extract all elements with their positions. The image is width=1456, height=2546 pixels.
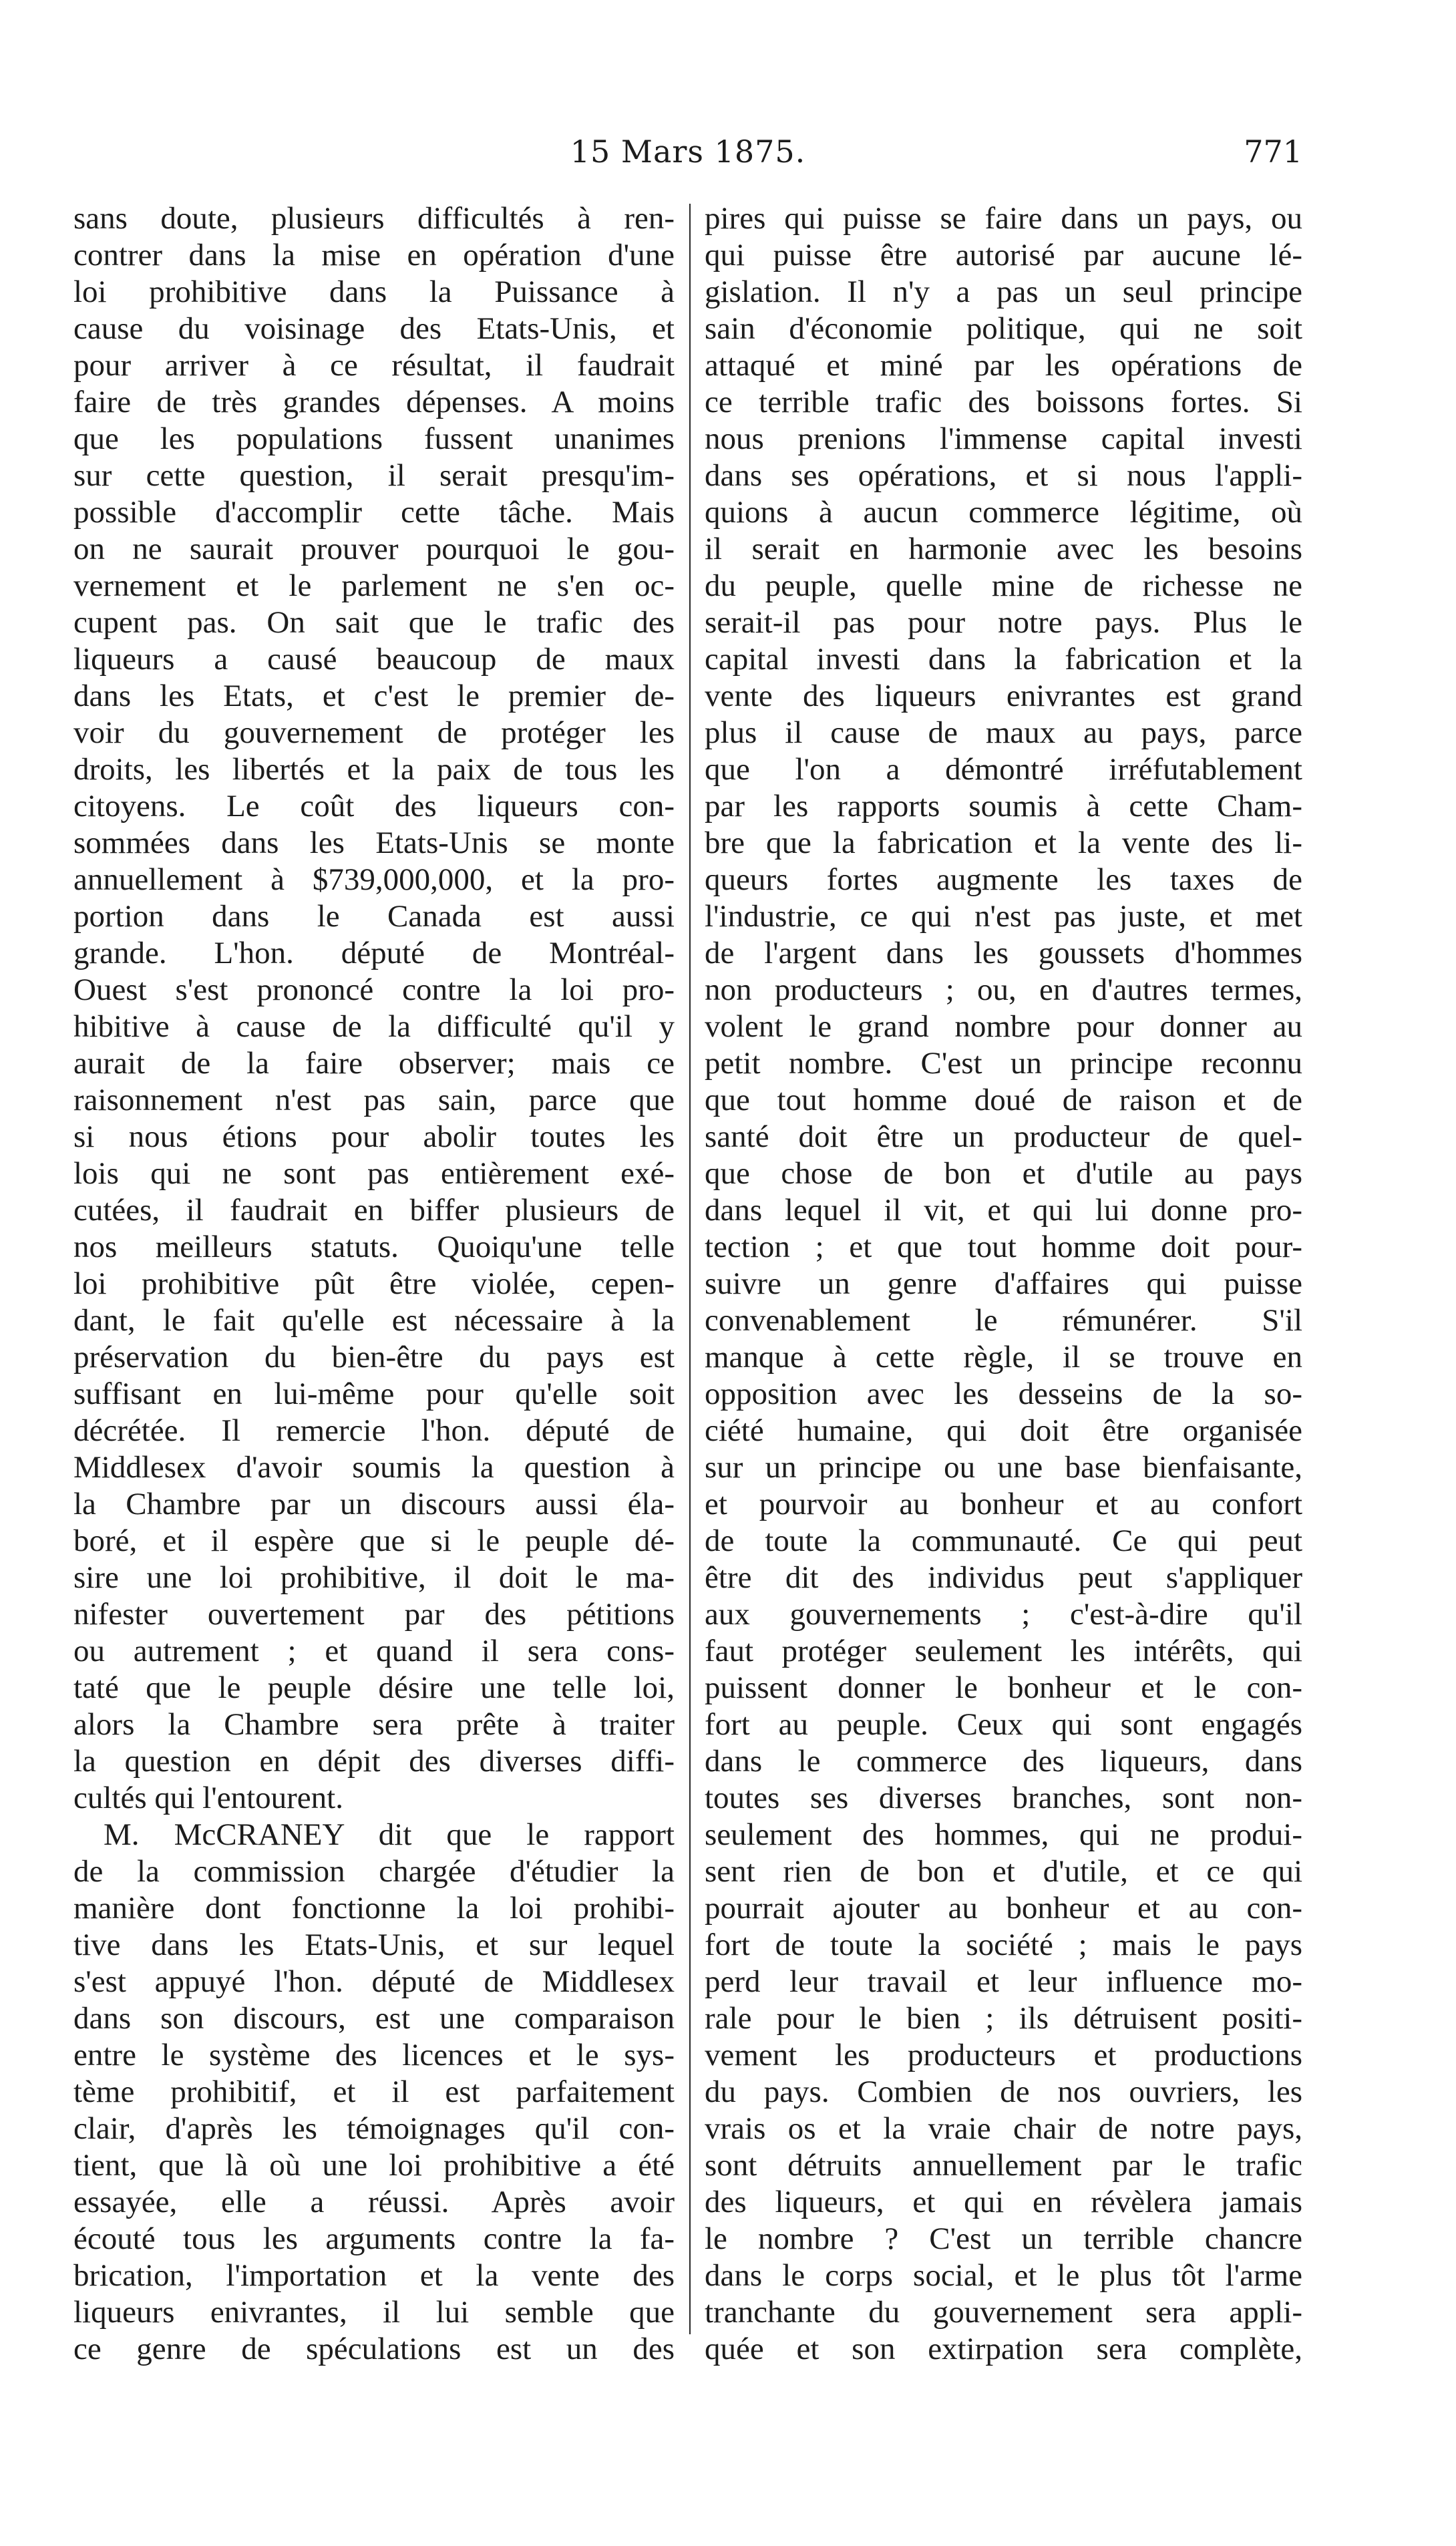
text-line: dans ses opérations, et si nous l'appli-: [705, 458, 1302, 493]
text-line: seulement des hommes, qui ne produi-: [705, 1817, 1302, 1852]
text-line: Ouest s'est prononcé contre la loi pro-: [73, 972, 675, 1007]
text-line: volent le grand nombre pour donner au: [705, 1009, 1302, 1044]
text-line: dans les Etats, et c'est le premier de-: [73, 679, 675, 713]
text-line: vrais os et la vraie chair de notre pays,: [705, 2111, 1302, 2146]
text-line: du peuple, quelle mine de richesse ne: [705, 568, 1302, 603]
text-line: alors la Chambre sera prête à traiter: [73, 1707, 675, 1742]
text-line: sain d'économie politique, qui ne soit: [705, 311, 1302, 346]
text-line: citoyens. Le coût des liqueurs con-: [73, 789, 675, 824]
text-line: manque à cette règle, il se trouve en: [705, 1340, 1302, 1375]
text-line: voir du gouvernement de protéger les: [73, 715, 675, 750]
text-line: aurait de la faire observer; mais ce: [73, 1046, 675, 1081]
text-line: vernement et le parlement ne s'en oc-: [73, 568, 675, 603]
text-line: tection ; et que tout homme doit pour-: [705, 1230, 1302, 1264]
text-line: nous prenions l'immense capital investi: [705, 421, 1302, 456]
text-line: opposition avec les desseins de la so-: [705, 1377, 1302, 1411]
text-line: boré, et il espère que si le peuple dé-: [73, 1523, 675, 1558]
text-line: attaqué et miné par les opérations de: [705, 348, 1302, 383]
text-line: cause du voisinage des Etats-Unis, et: [73, 311, 675, 346]
text-line: pour arriver à ce résultat, il faudrait: [73, 348, 675, 383]
text-line: dans le commerce des liqueurs, dans: [705, 1744, 1302, 1779]
text-line: faire de très grandes dépenses. A moins: [73, 385, 675, 419]
text-line: de la commission chargée d'étudier la: [73, 1854, 675, 1889]
text-line: vement les producteurs et productions: [705, 2038, 1302, 2072]
text-line: sur un principe ou une base bienfaisante,: [705, 1450, 1302, 1485]
text-line: Middlesex d'avoir soumis la question à: [73, 1450, 675, 1485]
text-line: tive dans les Etats-Unis, et sur lequel: [73, 1928, 675, 1962]
text-line: la question en dépit des diverses diffi-: [73, 1744, 675, 1779]
text-line: tème prohibitif, et il est parfaitement: [73, 2074, 675, 2109]
text-line: quée et son extirpation sera complète,: [705, 2332, 1302, 2366]
text-line: ce terrible trafic des boissons fortes. Si: [705, 385, 1302, 419]
text-line: dant, le fait qu'elle est nécessaire à la: [73, 1303, 675, 1338]
text-line: aux gouvernements ; c'est-à-dire qu'il: [705, 1597, 1302, 1632]
text-line: liqueurs enivrantes, il lui semble que: [73, 2295, 675, 2330]
text-line: petit nombre. C'est un principe reconnu: [705, 1046, 1302, 1081]
text-line: gislation. Il n'y a pas un seul principe: [705, 275, 1302, 309]
text-line: lois qui ne sont pas entièrement exé-: [73, 1156, 675, 1191]
text-line: nos meilleurs statuts. Quoiqu'une telle: [73, 1230, 675, 1264]
text-line: plus il cause de maux au pays, parce: [705, 715, 1302, 750]
text-line: dans le corps social, et le plus tôt l'arme: [705, 2258, 1302, 2293]
text-line: si nous étions pour abolir toutes les: [73, 1119, 675, 1154]
text-line: capital investi dans la fabrication et la: [705, 642, 1302, 677]
text-line: s'est appuyé l'hon. député de Middlesex: [73, 1964, 675, 1999]
text-line: on ne saurait prouver pourquoi le gou-: [73, 532, 675, 566]
page-date: 15 Mars 1875.: [570, 134, 806, 170]
text-line: brication, l'importation et la vente des: [73, 2258, 675, 2293]
text-line: toutes ses diverses branches, sont non-: [705, 1781, 1302, 1815]
text-line: grande. L'hon. député de Montréal-: [73, 936, 675, 970]
text-line: que l'on a démontré irréfutablement: [705, 752, 1302, 787]
text-line: le nombre ? C'est un terrible chancre: [705, 2221, 1302, 2256]
text-line: et pourvoir au bonheur et au confort: [705, 1487, 1302, 1521]
text-line: sans doute, plusieurs difficultés à ren-: [73, 201, 675, 236]
text-line: il serait en harmonie avec les besoins: [705, 532, 1302, 566]
text-line: l'industrie, ce qui n'est pas juste, et met: [705, 899, 1302, 934]
text-line: par les rapports soumis à cette Cham-: [705, 789, 1302, 824]
text-line: que tout homme doué de raison et de: [705, 1083, 1302, 1117]
text-line: raisonnement n'est pas sain, parce que: [73, 1083, 675, 1117]
text-line: bre que la fabrication et la vente des li-: [705, 826, 1302, 860]
text-line: queurs fortes augmente les taxes de: [705, 862, 1302, 897]
text-line: fort au peuple. Ceux qui sont engagés: [705, 1707, 1302, 1742]
text-line: sur cette question, il serait presqu'im-: [73, 458, 675, 493]
text-line: manière dont fonctionne la loi prohibi-: [73, 1891, 675, 1926]
text-line: taté que le peuple désire une telle loi,: [73, 1670, 675, 1705]
text-line: fort de toute la société ; mais le pays: [705, 1928, 1302, 1962]
text-line: suffisant en lui-même pour qu'elle soit: [73, 1377, 675, 1411]
text-line: nifester ouvertement par des pétitions: [73, 1597, 675, 1632]
text-line: que chose de bon et d'utile au pays: [705, 1156, 1302, 1191]
text-line: suivre un genre d'affaires qui puisse: [705, 1266, 1302, 1301]
text-line: hibitive à cause de la difficulté qu'il y: [73, 1009, 675, 1044]
text-line: tranchante du gouvernement sera appli-: [705, 2295, 1302, 2330]
text-line: serait-il pas pour notre pays. Plus le: [705, 605, 1302, 640]
text-line: pires qui puisse se faire dans un pays, ou: [705, 201, 1302, 236]
text-line: santé doit être un producteur de quel-: [705, 1119, 1302, 1154]
text-line: clair, d'après les témoignages qu'il con-: [73, 2111, 675, 2146]
text-line: M. McCRANEY dit que le rapport: [104, 1817, 675, 1852]
text-line: quions à aucun commerce légitime, où: [705, 495, 1302, 530]
text-line: droits, les libertés et la paix de tous les: [73, 752, 675, 787]
left-column: [73, 200, 675, 2368]
text-line: ciété humaine, qui doit être organisée: [705, 1413, 1302, 1448]
page-header: [73, 134, 1302, 174]
text-line: décrétée. Il remercie l'hon. député de: [73, 1413, 675, 1448]
text-line: des liqueurs, et qui en révèlera jamais: [705, 2185, 1302, 2219]
text-line: de toute la communauté. Ce qui peut: [705, 1523, 1302, 1558]
text-line: puissent donner le bonheur et le con-: [705, 1670, 1302, 1705]
text-line: ce genre de spéculations est un des: [73, 2332, 675, 2366]
text-line: sommées dans les Etats-Unis se monte: [73, 826, 675, 860]
text-line: annuellement à $739,000,000, et la pro-: [73, 862, 675, 897]
text-line: cupent pas. On sait que le trafic des: [73, 605, 675, 640]
text-line: de l'argent dans les goussets d'hommes: [705, 936, 1302, 970]
text-line: entre le système des licences et le sys-: [73, 2038, 675, 2072]
text-line: dans lequel il vit, et qui lui donne pro-: [705, 1193, 1302, 1228]
text-line: cultés qui l'entourent.: [73, 1781, 343, 1815]
text-line: écouté tous les arguments contre la fa-: [73, 2221, 675, 2256]
text-line: être dit des individus peut s'appliquer: [705, 1560, 1302, 1595]
text-line: sont détruits annuellement par le trafic: [705, 2148, 1302, 2183]
text-line: loi prohibitive pût être violée, cepen-: [73, 1266, 675, 1301]
text-line: convenablement le rémunérer. S'il: [705, 1303, 1302, 1338]
text-line: tient, que là où une loi prohibitive a été: [73, 2148, 675, 2183]
text-line: qui puisse être autorisé par aucune lé-: [705, 238, 1302, 272]
text-line: cutées, il faudrait en biffer plusieurs de: [73, 1193, 675, 1228]
text-line: ou autrement ; et quand il sera cons-: [73, 1634, 675, 1668]
text-line: dans son discours, est une comparaison: [73, 2001, 675, 2036]
text-line: du pays. Combien de nos ouvriers, les: [705, 2074, 1302, 2109]
text-line: pourrait ajouter au bonheur et au con-: [705, 1891, 1302, 1926]
text-line: vente des liqueurs enivrantes est grand: [705, 679, 1302, 713]
page-number: 771: [1244, 134, 1302, 170]
text-line: portion dans le Canada est aussi: [73, 899, 675, 934]
column-divider: [689, 204, 691, 2334]
text-line: rale pour le bien ; ils détruisent positi-: [705, 2001, 1302, 2036]
text-line: sire une loi prohibitive, il doit le ma-: [73, 1560, 675, 1595]
text-line: possible d'accomplir cette tâche. Mais: [73, 495, 675, 530]
text-line: contrer dans la mise en opération d'une: [73, 238, 675, 272]
text-line: liqueurs a causé beaucoup de maux: [73, 642, 675, 677]
text-line: faut protéger seulement les intérêts, qui: [705, 1634, 1302, 1668]
text-line: perd leur travail et leur influence mo-: [705, 1964, 1302, 1999]
text-line: que les populations fussent unanimes: [73, 421, 675, 456]
text-line: essayée, elle a réussi. Après avoir: [73, 2185, 675, 2219]
text-line: sent rien de bon et d'utile, et ce qui: [705, 1854, 1302, 1889]
text-line: la Chambre par un discours aussi éla-: [73, 1487, 675, 1521]
right-column: [705, 200, 1302, 2368]
text-line: loi prohibitive dans la Puissance à: [73, 275, 675, 309]
text-line: préservation du bien-être du pays est: [73, 1340, 675, 1375]
text-line: non producteurs ; ou, en d'autres termes,: [705, 972, 1302, 1007]
